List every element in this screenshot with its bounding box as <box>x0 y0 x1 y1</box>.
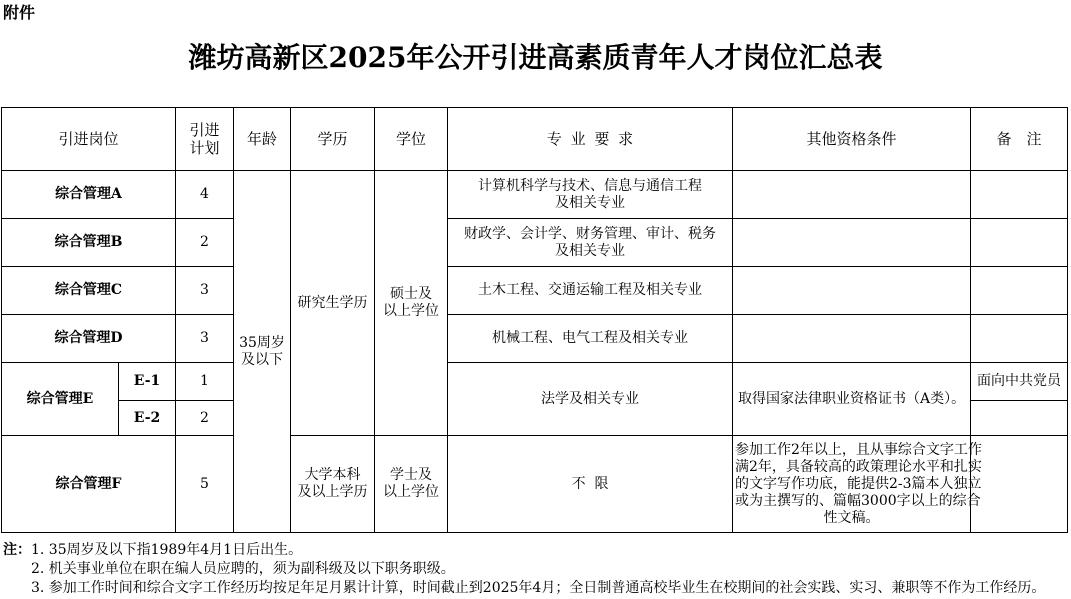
header-position: 引进岗位 <box>2 108 176 171</box>
major-requirement: 法学及相关专业 <box>448 363 733 436</box>
header-education: 学历 <box>291 108 375 171</box>
other-qualifications <box>733 219 971 267</box>
other-qualifications <box>733 171 971 219</box>
table-body <box>2 171 1068 533</box>
sub-position-code: E-2 <box>119 401 176 436</box>
header-other-qualifications: 其他资格条件 <box>733 108 971 171</box>
remark <box>971 315 1068 363</box>
note-item: 2. 机关事业单位在职在编人员应聘的，须为副科级及以下职务职级。 <box>31 561 455 577</box>
degree-requirement: 硕士及 以上学位 <box>375 171 448 436</box>
degree-requirement: 学士及 以上学位 <box>375 436 448 533</box>
education-requirement: 研究生学历 <box>291 171 375 436</box>
remark <box>971 267 1068 315</box>
table-row <box>2 436 1068 533</box>
major-requirement: 计算机科学与技术、信息与通信工程 及相关专业 <box>448 171 733 219</box>
other-qualifications: 参加工作2年以上，且从事综合文字工作 满2年，具备较高的政策理论水平和扎实 的文字写作功底，能提供2-3篇本人独立 或为主撰写的、篇幅3000字以上的综合 性文稿。 <box>733 436 971 533</box>
plan-count: 3 <box>176 267 234 315</box>
other-qualifications: 取得国家法律职业资格证书（A类）。 <box>733 363 971 436</box>
header-remark: 备 注 <box>971 108 1068 171</box>
plan-count: 2 <box>176 219 234 267</box>
position-name: 综合管理C <box>2 267 176 315</box>
table-row <box>2 267 1068 315</box>
major-requirement: 不 限 <box>448 436 733 533</box>
header-age: 年龄 <box>234 108 291 171</box>
major-requirement: 机械工程、电气工程及相关专业 <box>448 315 733 363</box>
plan-count: 2 <box>176 401 234 436</box>
position-name: 综合管理F <box>2 436 176 533</box>
notes-prefix: 注： <box>3 542 31 558</box>
age-requirement: 35周岁 及以下 <box>234 171 291 533</box>
plan-count: 5 <box>176 436 234 533</box>
note-item: 3. 参加工作时间和综合文字工作经历均按足年足月累计计算，时间截止到2025年4月；全日制普通高校毕业生在校期间的社会实践、实习、兼职等不作为工作经历。 <box>31 580 1046 596</box>
remark: 面向中共党员 <box>971 363 1068 401</box>
table-row <box>2 171 1068 219</box>
position-name: 综合管理B <box>2 219 176 267</box>
plan-count: 1 <box>176 363 234 401</box>
remark <box>971 401 1068 436</box>
header-major: 专 业 要 求 <box>448 108 733 171</box>
table-header <box>2 108 1068 171</box>
sub-position-code: E-1 <box>119 363 176 401</box>
position-name: 综合管理E <box>2 363 119 436</box>
other-qualifications <box>733 267 971 315</box>
position-name: 综合管理A <box>2 171 176 219</box>
remark <box>971 171 1068 219</box>
remark <box>971 436 1068 533</box>
notes <box>0 541 1071 598</box>
page-title: 潍坊高新区2025年公开引进高素质青年人才岗位汇总表 <box>188 41 883 74</box>
position-name: 综合管理D <box>2 315 176 363</box>
header-degree: 学位 <box>375 108 448 171</box>
education-requirement: 大学本科 及以上学历 <box>291 436 375 533</box>
remark <box>971 219 1068 267</box>
note-item: 1. 35周岁及以下指1989年4月1日后出生。 <box>31 542 303 558</box>
positions-summary-table <box>1 107 1068 533</box>
header-row <box>2 108 1068 171</box>
major-requirement: 财政学、会计学、财务管理、审计、税务 及相关专业 <box>448 219 733 267</box>
plan-count: 4 <box>176 171 234 219</box>
major-requirement: 土木工程、交通运输工程及相关专业 <box>448 267 733 315</box>
header-plan: 引进 计划 <box>176 108 234 171</box>
attachment-label: 附件 <box>3 3 36 22</box>
table-row <box>2 219 1068 267</box>
table-row <box>2 363 1068 401</box>
table-row <box>2 315 1068 363</box>
plan-count: 3 <box>176 315 234 363</box>
other-qualifications <box>733 315 971 363</box>
